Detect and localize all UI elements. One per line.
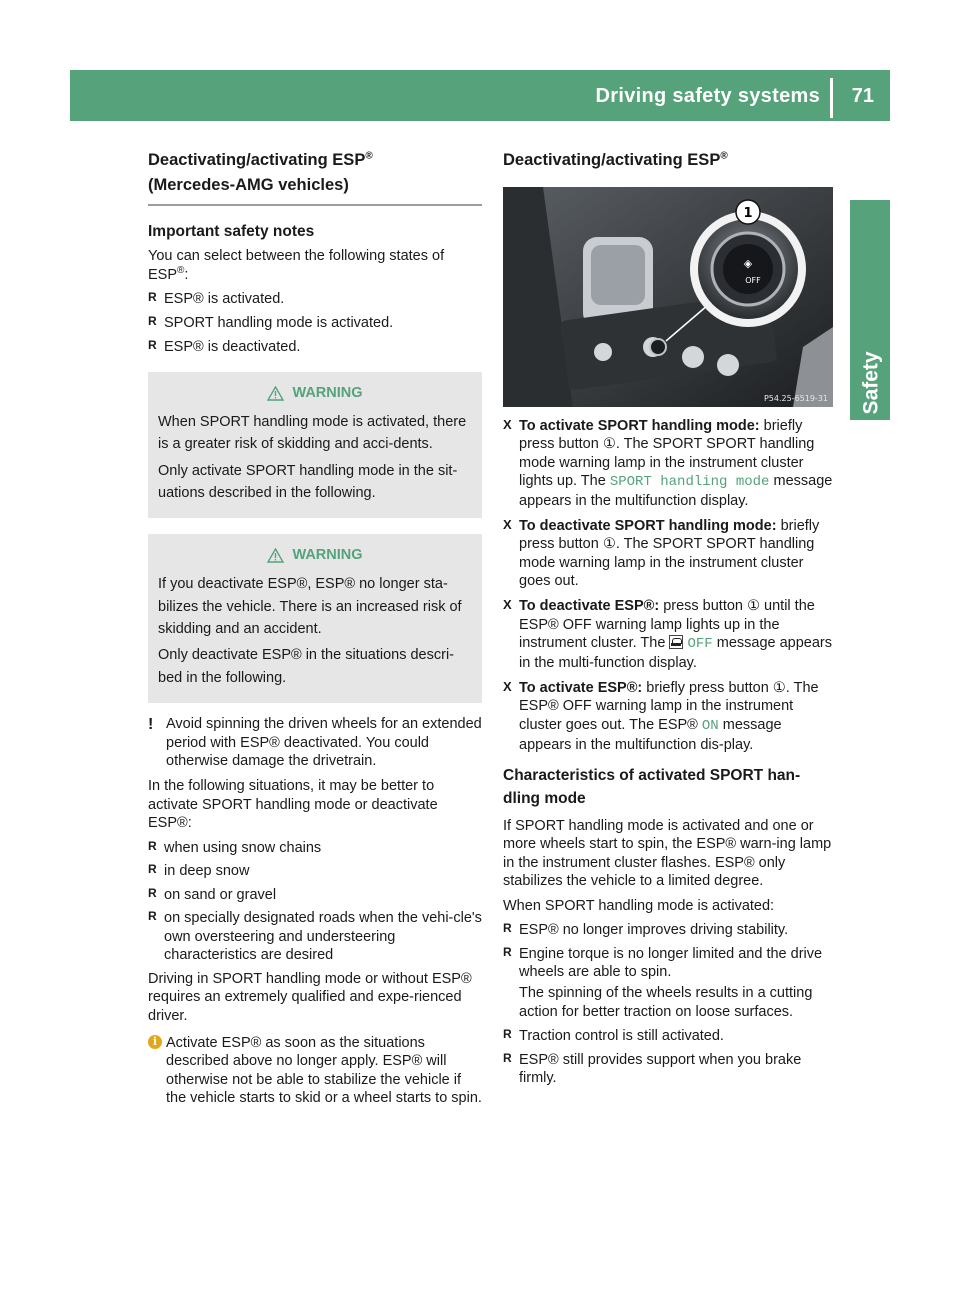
- left-heading: Deactivating/activating ESP® (Mercedes-AMG vehicles): [148, 150, 373, 194]
- caution-note: [148, 715, 482, 771]
- list-item: R on specially designated roads when the vehi-cle's own oversteering and understeering characteristics are desired: [148, 909, 482, 965]
- section-title: Driving safety systems: [595, 85, 820, 107]
- header-bar: [70, 70, 890, 121]
- photo-off-label: OFF: [745, 275, 761, 285]
- instruction-step: X To deactivate SPORT handling mode: briefly press button ①. The SPORT SPORT handling mode warning lamp in the instrument cluster goes out.: [503, 516, 820, 590]
- warning-box: [148, 372, 482, 518]
- info-note: [148, 1034, 482, 1108]
- info-icon: i: [148, 1035, 162, 1049]
- callout-number: 1: [743, 205, 753, 221]
- header-divider: [830, 78, 833, 118]
- warning-label: WARNING: [292, 385, 363, 402]
- list-item: R ESP® still provides support when you brake firmly.: [503, 1051, 837, 1088]
- warning-icon: [267, 386, 284, 401]
- warning-header: [158, 384, 472, 403]
- list-item: R ESP® no longer improves driving stability.: [503, 921, 837, 940]
- when-active-text: When SPORT handling mode is activated:: [503, 897, 775, 914]
- caution-text: Avoid spinning the driven wheels for an extended period with ESP® deactivated. You could otherwise damage the drivetrain.: [166, 716, 482, 770]
- safety-notes-title: Important safety notes: [148, 222, 315, 240]
- list-item: R SPORT handling mode is activated.: [148, 314, 482, 333]
- step-arrow-icon: X: [503, 416, 512, 432]
- heading-rule: [148, 204, 482, 206]
- photo-code: P54.25-6519-31: [763, 393, 828, 403]
- side-tab-label: Safety: [859, 351, 883, 415]
- warning-text: Only deactivate ESP® in the situations descri-bed in the following.: [158, 647, 454, 686]
- situations-intro: In the following situations, it may be better to activate SPORT handling mode or deactivate ESP®:: [148, 778, 438, 832]
- warning-text: When SPORT handling mode is activated, there is a greater risk of skidding and acci-dents.: [158, 413, 467, 453]
- step-arrow-icon: X: [503, 597, 512, 613]
- esp-button-photo: [503, 187, 833, 407]
- list-item: R when using snow chains: [148, 839, 482, 858]
- characteristics-intro: If SPORT handling mode is activated and one or more wheels start to spin, the ESP® warn-ing lamp in the instrument cluster flashes. ESP® only stabilizes the vehicle to a limited degree.: [503, 817, 832, 890]
- spin-note: The spinning of the wheels results in a cutting action for better traction on loose surfaces.: [519, 985, 813, 1020]
- warning-text: If you deactivate ESP®, ESP® no longer sta-bilizes the vehicle. There is an increased risk of skidding and an accident.: [158, 576, 462, 637]
- warning-icon: [267, 548, 284, 563]
- instruction-step: X To deactivate ESP®: press button ① until the ESP® OFF warning lamp lights up in the instrument cluster. The OFF message appears in the multi-function display.: [503, 597, 832, 672]
- left-column: [148, 148, 482, 1114]
- right-heading: Deactivating/activating ESP®: [503, 150, 728, 169]
- list-item: R Traction control is still activated.: [503, 1027, 837, 1046]
- step-arrow-icon: X: [503, 678, 512, 694]
- page-number: 71: [851, 85, 874, 107]
- instruction-step: X To activate ESP®: briefly press button ①. The ESP® OFF warning lamp in the instrument cluster goes out. The ESP® ON message appears in the multifunction dis-play.: [503, 678, 819, 753]
- driving-note: Driving in SPORT handling mode or without ESP® requires an extremely qualified and expe-rienced driver.: [148, 970, 472, 1025]
- console-illustration: [503, 187, 833, 407]
- warning-label: WARNING: [292, 547, 363, 564]
- list-item: R ESP® is activated.: [148, 290, 482, 309]
- step-arrow-icon: X: [503, 516, 512, 532]
- instruction-step: X To activate SPORT handling mode: briefly press button ①. The SPORT SPORT handling mode warning lamp in the instrument cluster lights up. The SPORT handling mode message appears in the multifunction display.: [503, 416, 833, 510]
- esp-car-icon: [669, 635, 683, 649]
- svg-text:◈: ◈: [743, 256, 753, 270]
- right-column: [503, 148, 837, 1093]
- characteristics-title: Characteristics of activated SPORT han-dling mode: [503, 767, 801, 808]
- list-item: R on sand or gravel: [148, 886, 482, 905]
- warning-box: [148, 534, 482, 703]
- warning-header: [158, 546, 472, 565]
- warning-text: Only activate SPORT handling mode in the sit-uations described in the following.: [158, 462, 458, 502]
- info-text: Activate ESP® as soon as the situations described above no longer apply. ESP® will otherwise not be able to stabilize the vehicle if the vehicle starts to skid or a wheel starts to spin.: [166, 1034, 482, 1107]
- list-item: R Engine torque is no longer limited and the drive wheels are able to spin.: [503, 945, 837, 982]
- list-item: R in deep snow: [148, 862, 482, 881]
- exclamation-icon: !: [148, 716, 154, 734]
- list-item: R ESP® is deactivated.: [148, 338, 482, 357]
- intro-text: You can select between the following states of ESP®:: [148, 248, 445, 283]
